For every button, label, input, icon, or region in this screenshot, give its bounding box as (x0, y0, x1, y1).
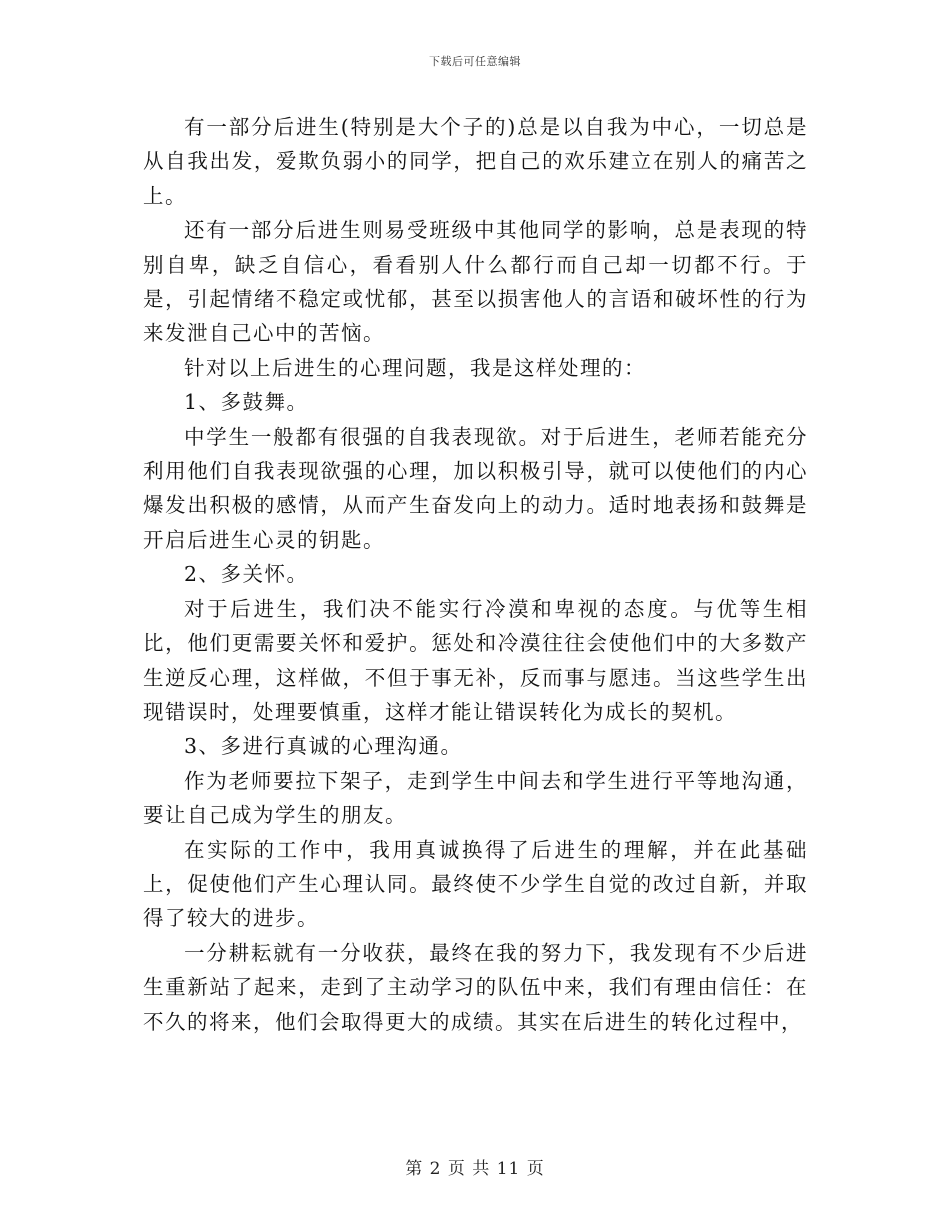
paragraph: 对于后进生，我们决不能实行冷漠和卑视的态度。与优等生相比，他们更需要关怀和爱护。惩处和冷漠往往会使他们中的大多数产生逆反心理，这样做，不但于事无补，反而事与愿违。当这些学生出现错误时，处理要慎重，这样才能让错误转化为成长的契机。 (143, 596, 808, 724)
paragraph: 作为老师要拉下架子，走到学生中间去和学生进行平等地沟通，要让自己成为学生的朋友。 (143, 768, 808, 828)
list-heading: 2、多关怀。 (184, 562, 309, 587)
list-heading: 1、多鼓舞。 (184, 390, 309, 415)
paragraph: 有一部分后进生(特别是大个子的)总是以自我为中心，一切总是从自我出发，爱欺负弱小的同学，把自己的欢乐建立在别人的痛苦之上。 (143, 115, 808, 208)
list-heading: 3、多进行真诚的心理沟通。 (184, 734, 463, 759)
paragraph: 中学生一般都有很强的自我表现欲。对于后进生，老师若能充分利用他们自我表现欲强的心理，加以积极引导，就可以使他们的内心爆发出积极的感情，从而产生奋发向上的动力。适时地表扬和鼓舞是开启后进生心灵的钥匙。 (143, 424, 808, 552)
document-body (143, 110, 808, 1039)
paragraph: 针对以上后进生的心理问题，我是这样处理的： (184, 355, 646, 380)
page-header: 下载后可任意编辑 (429, 55, 521, 68)
paragraph: 一分耕耘就有一分收获，最终在我的努力下，我发现有不少后进生重新站了起来，走到了主动学习的队伍中来，我们有理由信任：在不久的将来，他们会取得更大的成绩。其实在后进生的转化过程中， (143, 940, 808, 1034)
paragraph: 还有一部分后进生则易受班级中其他同学的影响，总是表现的特别自卑，缺乏自信心，看看别人什么都行而自己却一切都不行。于是，引起情绪不稳定或忧郁，甚至以损害他人的言语和破坏性的行为来发泄自己心中的苦恼。 (143, 218, 808, 346)
paragraph: 在实际的工作中，我用真诚换得了后进生的理解，并在此基础上，促使他们产生心理认同。最终使不少学生自觉的改过自新，并取得了较大的进步。 (143, 837, 808, 931)
page-number-footer: 第 2 页 共 11 页 (405, 1159, 545, 1179)
